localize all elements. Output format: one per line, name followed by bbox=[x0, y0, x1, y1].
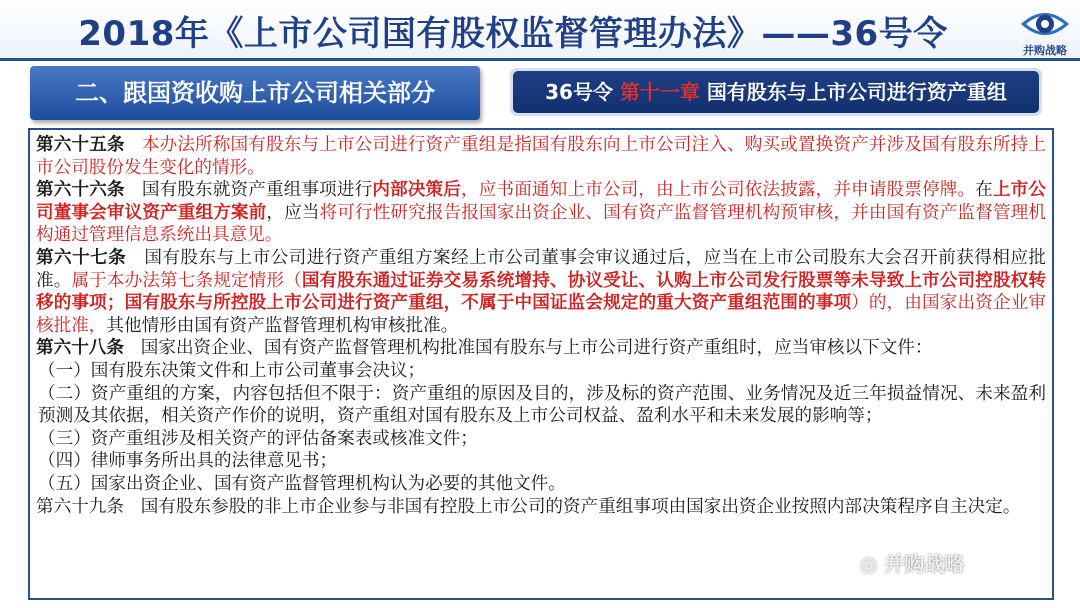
article-label: 第六十六条 bbox=[36, 180, 125, 201]
article-text: 在 bbox=[975, 180, 993, 201]
chapter-number: 第十一章 bbox=[619, 80, 700, 104]
article-text: 属于本办法第七条规定情形（ bbox=[71, 270, 302, 291]
list-item: （三）资产重组涉及相关资产的评估备案表或核准文件； bbox=[38, 428, 478, 449]
article-text: 国家出资企业、国有资产监督管理机构批准国有股东与上市公司进行资产重组时，应当审核以下文件： bbox=[140, 338, 933, 359]
title-divider bbox=[0, 58, 1080, 61]
article-label: 第六十七条 bbox=[36, 247, 127, 268]
article-69 bbox=[36, 496, 1046, 519]
article-text: ，应书面通知上市公司，由上市公司依法披露，并申请股票停牌。 bbox=[461, 180, 976, 201]
article-text: 本办法所称国有股东与上市公司进行资产重组是指国有股东向上市公司注入、购买或置换资产并涉及国有股东所持上市公司股份发生变化的情形。 bbox=[36, 135, 1046, 178]
article-label: 第六十八条 bbox=[36, 338, 124, 359]
article-text: ）的，由国家出资企业审核批准， bbox=[36, 293, 1046, 336]
article-text: 国有股东参股的非上市企业参与非国有控股上市公司的资产重组事项由国家出资企业按照内部决策程序自主决定。 bbox=[140, 496, 1021, 517]
article-emphasis: 国有股东通过证券交易系统增持、协议受让、认购上市公司发行股票等未导致上市公司控股权转移的事项；国有股东与所控股上市公司进行资产重组，不属于中国证监会规定的重大资产重组范围的事项 bbox=[36, 270, 1046, 314]
wechat-icon: ◎ bbox=[860, 552, 885, 576]
eye-icon bbox=[1017, 4, 1073, 44]
article-66 bbox=[36, 179, 1046, 247]
list-item: （二）资产重组的方案，内容包括但不限于：资产重组的原因及目的，涉及标的资产范围、业务情况及近三年损益情况、未来盈利预测及其依据，相关资产作价的说明，资产重组对国有股东及上市公司权益、盈利水平和未来发展的影响等； bbox=[38, 383, 1046, 427]
article-65 bbox=[36, 134, 1046, 179]
article-67 bbox=[36, 247, 1046, 337]
list-item: （五）国家出资企业、国有资产监督管理机构认为必要的其他文件。 bbox=[38, 473, 566, 494]
watermark-text: 并购战略 bbox=[884, 552, 965, 576]
article-text: 国有股东与上市公司进行资产重组方案经上市公司董事会审议通过后，应当在上市公司股东大会召开前获得相应批准。 bbox=[36, 247, 1046, 291]
page-title: 2018年《上市公司国有股权监督管理办法》——36号令 bbox=[78, 14, 948, 54]
title-bar bbox=[0, 0, 1080, 58]
article-text: 其他情形由国有资产监督管理机构审核批准。 bbox=[106, 315, 459, 336]
article-label: 第六十五条 bbox=[36, 135, 125, 155]
article-label: 第六十九条 bbox=[36, 496, 124, 517]
article-text: ，应当 bbox=[266, 202, 320, 223]
logo-label: 并购战略 bbox=[1023, 44, 1067, 57]
regulation-text-box bbox=[28, 128, 1054, 600]
chapter-prefix: 36号令 bbox=[545, 80, 620, 104]
article-emphasis: 内部决策后 bbox=[372, 180, 461, 201]
list-item: （四）律师事务所出具的法律意见书； bbox=[38, 451, 338, 472]
list-item: （一）国有股东决策文件和上市公司董事会决议； bbox=[38, 360, 426, 381]
watermark bbox=[860, 548, 1050, 588]
article-emphasis: 上市公司董事会审议资产重组方案前 bbox=[36, 180, 1046, 223]
article-68 bbox=[36, 337, 1046, 360]
chapter-title: 国有股东与上市公司进行资产重组 bbox=[699, 80, 1007, 104]
eye-logo-icon bbox=[1017, 4, 1073, 58]
article-text: 将可行性研究报告报国家出资企业、国有资产监督管理机构预审核，并由国有资产监督管理机构通过管理信息系统出具意见。 bbox=[36, 202, 1046, 246]
article-text: 国有股东就资产重组事项进行 bbox=[141, 180, 373, 201]
chapter-tab bbox=[510, 68, 1042, 116]
section-tab: 二、跟国资收购上市公司相关部分 bbox=[30, 66, 480, 120]
